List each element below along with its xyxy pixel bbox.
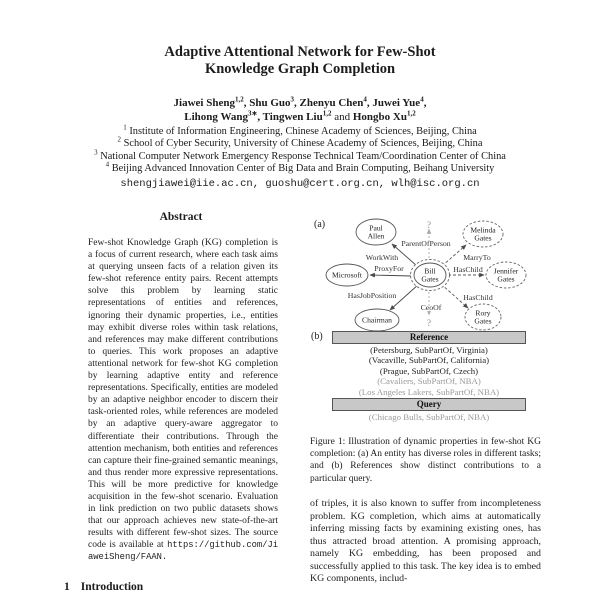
section-heading-introduction bbox=[64, 581, 143, 593]
affiliation-line: $^3$ National Computer Network Emergency Response Technical Team/Coordination Center of China bbox=[94, 148, 506, 162]
table-row: (Prague, SubPartOf, Czech) bbox=[379, 365, 479, 376]
reference-header-bar: Reference bbox=[332, 331, 526, 344]
author-line: Jiawei Sheng$^{1,2}$, Shu Guo$^3$, Zhenyu Chen$^4$, Juwei Yue$^4$, bbox=[173, 95, 427, 109]
entity-node-label: Rory Gates bbox=[474, 308, 492, 326]
graph-nodes bbox=[326, 219, 526, 331]
intro-paragraph: of triples, it is also known to suffer from incompleteness problem. KG completion, which aims at automatically inferring missing facts by examining existing ones, has thus attracted broad attention. A promising approach, namely KG embedding, has been proposed and successfully applied to this task. The key idea is to embed KG components, includ- bbox=[310, 498, 541, 584]
table-row: (Los Angeles Lakers, SubPartOf, NBA) bbox=[358, 386, 500, 397]
affiliation-line: $^1$ Institute of Information Engineering, Chinese Academy of Sciences, Beijing, China bbox=[123, 123, 477, 137]
affiliation-line: $^2$ School of Cyber Security, University of Chinese Academy of Sciences, Beijing, China bbox=[117, 135, 483, 150]
unknown-entity-qmark: ? bbox=[427, 220, 431, 230]
table-row: (Cavaliers, SubPartOf, NBA) bbox=[377, 376, 481, 387]
abstract-text bbox=[88, 237, 278, 564]
abstract-body: Few-shot Knowledge Graph (KG) completion is a focus of current research, where each task aims at querying unseen facts of a relation given its few-shot reference entity pairs. Recent attempts solve this problem by learning static representations of entities and references, ignoring their dynamic properties, i.e., entities may exhibit diverse roles within task relations, and references may make different contributions to queries. This work proposes an adaptive attentional network for few-shot KG completion by learning adaptive entity and reference representations. Specifically, entities are modeled by an adaptive neighbor encoder to discern their task-oriented roles, while references are modeled by an adaptive query-aware aggregator to differentiate their contributions. Through the attention mechanism, both entities and references can capture their fine-grained semantic meanings, and thus render more expressive representations. This will be more predictive for knowledge acquisition in the few-shot scenario. Evaluation in link prediction on two public datasets shows that our approach achieves new state-of-the-art results with different few-shot sizes. The source code is available at bbox=[88, 238, 278, 551]
relation-label: HasChild bbox=[453, 265, 483, 274]
figure-caption: Figure 1: Illustration of dynamic properties in few-shot KG completion: (a) An entity has diverse roles in different tasks; and (b) References show distinct contributions to a particular query. bbox=[310, 437, 541, 484]
reference-query-panel bbox=[332, 331, 526, 423]
figure-b-label: (b) bbox=[311, 331, 323, 342]
github-url-link[interactable]: https://github.com/JiaweiSheng/FAAN. bbox=[88, 540, 278, 563]
figure-b bbox=[310, 331, 541, 423]
entity-node-label: Jennifer Gates bbox=[493, 266, 519, 284]
paper-title-line1: Adaptive Attentional Network for Few-Shot bbox=[164, 44, 436, 60]
entity-node-label: Chairman bbox=[362, 315, 392, 325]
figure-a-label: (a) bbox=[314, 219, 326, 230]
relation-label: MarryTo bbox=[463, 253, 491, 262]
query-header-bar: Query bbox=[332, 398, 526, 411]
entity-node-label: Microsoft bbox=[332, 270, 362, 280]
graph-edge bbox=[370, 275, 412, 276]
affiliation-line: $^4$ Beijing Advanced Innovation Center of Big Data and Brain Computing, Beihang University bbox=[105, 160, 495, 175]
figure-a-graph bbox=[310, 218, 541, 333]
relation-label: HasJobPosition bbox=[347, 291, 397, 300]
entity-node-label: Bill Gates bbox=[421, 266, 439, 284]
relation-label: HasChild bbox=[463, 293, 493, 302]
left-column bbox=[62, 0, 300, 600]
paper-title-line2: Knowledge Graph Completion bbox=[204, 61, 396, 77]
author-emails: shengjiawei@iie.ac.cn, guoshu@cert.org.cn, wlh@isc.org.cn bbox=[120, 178, 480, 190]
author-line: Lihong Wang$^{3∗}$, Tingwen Liu$^{1,2}$ and Hongbo Xu$^{1,2}$ bbox=[184, 109, 416, 123]
reference-rows bbox=[332, 344, 526, 398]
query-rows bbox=[332, 411, 526, 423]
section-title: Introduction bbox=[80, 581, 144, 593]
right-column bbox=[310, 0, 541, 600]
relation-label: WorkWith bbox=[365, 253, 399, 262]
relation-label: ParentOfPerson bbox=[401, 239, 451, 248]
relation-label: CeoOf bbox=[420, 303, 442, 312]
unknown-entity-qmark: ? bbox=[427, 318, 431, 328]
abstract-heading: Abstract bbox=[159, 211, 203, 223]
entity-node-label: Paul Allen bbox=[367, 223, 385, 241]
table-row: (Chicago Bulls, SubPartOf, NBA) bbox=[368, 412, 490, 423]
relation-label: ProxyFor bbox=[374, 264, 404, 273]
section-number: 1 bbox=[64, 581, 70, 593]
table-row: (Vacaville, SubPartOf, California) bbox=[368, 355, 490, 366]
table-row: (Petersburg, SubPartOf, Virginia) bbox=[370, 345, 488, 355]
entity-node-label: Melinda Gates bbox=[470, 225, 496, 243]
